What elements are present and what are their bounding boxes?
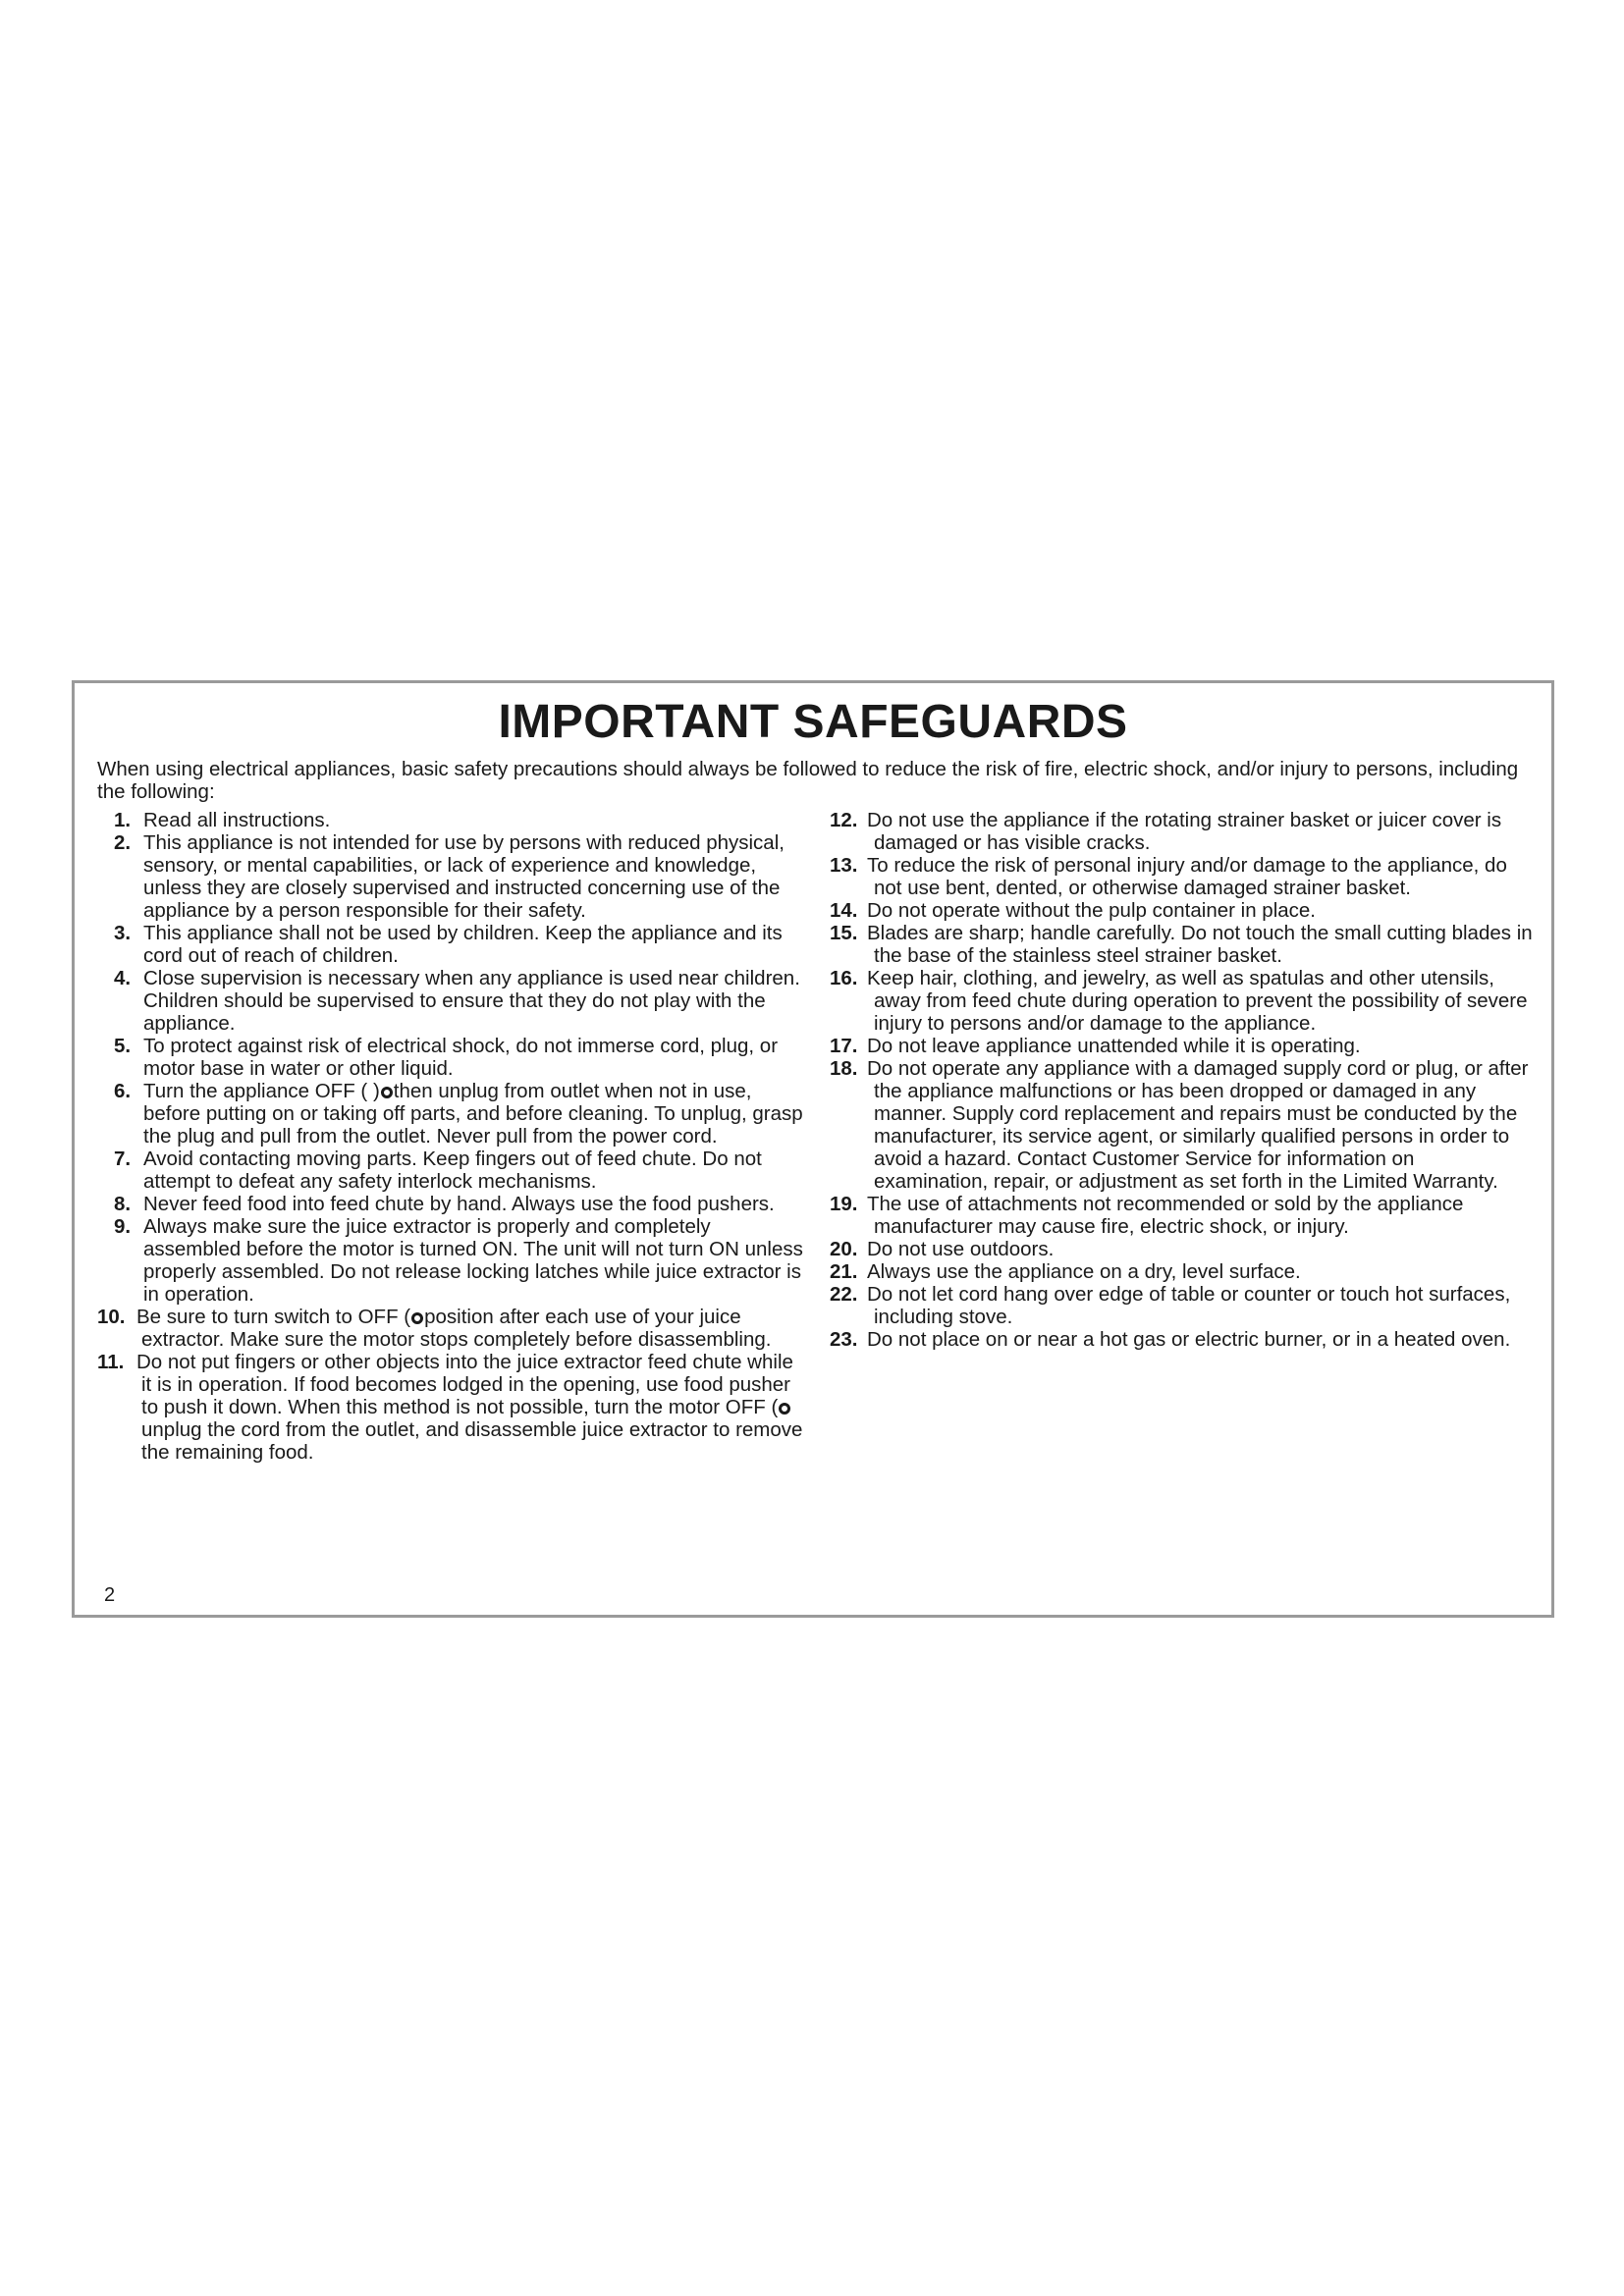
safeguard-item-20 [830, 1238, 1533, 1260]
safeguard-item-1 [97, 809, 806, 831]
power-off-icon [411, 1312, 423, 1324]
safeguard-item-11 [97, 1351, 806, 1464]
intro-paragraph: When using electrical appliances, basic safety precautions should always be followed to reduce the risk of fire, electric shock, and/or injury to persons, including the following: [97, 758, 1519, 803]
item-text: Blades are sharp; handle carefully. Do not touch the small cutting blades in the base of the stainless steel strainer basket. [867, 922, 1533, 967]
item-number: 2. [114, 831, 132, 854]
item-number: 1. [114, 809, 132, 831]
safeguard-item-7 [97, 1148, 806, 1193]
item-number: 11. [97, 1351, 125, 1373]
item-text: To protect against risk of electrical shock, do not immerse cord, plug, or motor base in water or other liquid. [143, 1035, 779, 1080]
item-number: 10. [97, 1306, 126, 1328]
item-number: 4. [114, 967, 132, 989]
safeguard-item-17 [830, 1035, 1533, 1057]
item-text: Always use the appliance on a dry, level surface. [867, 1260, 1301, 1283]
item-number: 20. [830, 1238, 858, 1260]
page-title: IMPORTANT SAFEGUARDS [498, 696, 1128, 748]
item-text: Avoid contacting moving parts. Keep fingers out of feed chute. Do not attempt to defeat any safety interlock mechanisms. [143, 1148, 762, 1193]
item-text: Keep hair, clothing, and jewelry, as well as spatulas and other utensils, away from feed chute during operation to prevent the possibility of severe injury to persons and/or damage to the appliance. [867, 967, 1528, 1035]
safeguard-item-5 [97, 1035, 806, 1080]
safeguard-item-15 [830, 922, 1533, 967]
safeguard-item-2 [97, 831, 806, 922]
item-text: To reduce the risk of personal injury and/or damage to the appliance, do not use bent, dented, or otherwise damaged strainer basket. [867, 854, 1507, 899]
item-text-after: then unplug from outlet when not in use, before putting on or taking off parts, and before cleaning. To unplug, grasp the plug and pull from the outlet. Never pull from the power cord. [143, 1080, 803, 1148]
item-text: The use of attachments not recommended or sold by the appliance manufacturer may cause fire, electric shock, or injury. [867, 1193, 1464, 1238]
item-number: 12. [830, 809, 858, 831]
item-text: Read all instructions. [143, 809, 331, 831]
safeguard-item-10 [97, 1306, 806, 1351]
item-number: 19. [830, 1193, 858, 1215]
safeguard-item-16 [830, 967, 1533, 1035]
item-number: 8. [114, 1193, 132, 1215]
item-text: Always make sure the juice extractor is properly and completely assembled before the motor is turned ON. The unit will not turn ON unless properly assembled. Do not release locking latches while juice extractor is in operation. [143, 1215, 803, 1306]
item-text: Close supervision is necessary when any appliance is used near children. Children should be supervised to ensure that they do not play with the appliance. [143, 967, 800, 1035]
item-number: 3. [114, 922, 132, 944]
item-text: Do not leave appliance unattended while it is operating. [867, 1035, 1361, 1057]
safeguard-item-19 [830, 1193, 1533, 1238]
safeguard-item-4 [97, 967, 806, 1035]
safeguards-list-left [97, 809, 806, 1464]
item-number: 6. [114, 1080, 132, 1102]
item-number: 15. [830, 922, 858, 944]
item-number: 18. [830, 1057, 858, 1080]
safeguard-item-3 [97, 922, 806, 967]
item-number: 9. [114, 1215, 132, 1238]
item-text-after: position after each use of your juice extractor. Make sure the motor stops completely before disassembling. [141, 1306, 772, 1351]
item-text: Do not operate without the pulp container in place. [867, 899, 1316, 922]
item-number: 14. [830, 899, 858, 922]
item-number: 13. [830, 854, 858, 877]
item-text-before: Be sure to turn switch to OFF ( [136, 1306, 411, 1328]
safeguards-list-right [830, 809, 1533, 1351]
safeguard-item-23 [830, 1328, 1533, 1351]
safeguard-item-13 [830, 854, 1533, 899]
safeguard-item-6 [97, 1080, 806, 1148]
item-number: 21. [830, 1260, 858, 1283]
item-text-before: Do not put fingers or other objects into the juice extractor feed chute while it is in operation. If food becomes lodged in the opening, use food pusher to push it down. When this method is not possible, turn the motor OFF ( [136, 1351, 793, 1418]
safeguard-item-12 [830, 809, 1533, 854]
item-text: This appliance is not intended for use by persons with reduced physical, sensory, or mental capabilities, or lack of experience and knowledge, unless they are closely supervised and instructed concerning use of the appliance by a person responsible for their safety. [143, 831, 785, 922]
safeguard-item-14 [830, 899, 1533, 922]
item-text: This appliance shall not be used by children. Keep the appliance and its cord out of reach of children. [143, 922, 783, 967]
item-text: Do not place on or near a hot gas or electric burner, or in a heated oven. [867, 1328, 1511, 1351]
item-number: 17. [830, 1035, 858, 1057]
item-number: 23. [830, 1328, 858, 1351]
page-number: 2 [104, 1584, 116, 1606]
safeguard-item-22 [830, 1283, 1533, 1328]
safeguard-item-18 [830, 1057, 1533, 1193]
item-number: 22. [830, 1283, 858, 1306]
item-text: Do not let cord hang over edge of table or counter or touch hot surfaces, including stove. [867, 1283, 1511, 1328]
item-text: Never feed food into feed chute by hand. Always use the food pushers. [143, 1193, 775, 1215]
safeguard-item-21 [830, 1260, 1533, 1283]
item-number: 16. [830, 967, 858, 989]
item-number: 7. [114, 1148, 132, 1170]
item-text-after: unplug the cord from the outlet, and disassemble juice extractor to remove the remaining food. [141, 1418, 803, 1464]
safeguard-item-9 [97, 1215, 806, 1306]
item-text: Do not operate any appliance with a damaged supply cord or plug, or after the appliance malfunctions or has been dropped or damaged in any manner. Supply cord replacement and repairs must be conducted by the manufacturer, its service agent, or similarly qualified persons in order to avoid a hazard. Contact Customer Service for information on examination, repair, or adjustment as set forth in the Limited Warranty. [867, 1057, 1529, 1193]
safeguard-item-8 [97, 1193, 806, 1215]
safeguards-panel [72, 680, 1554, 1618]
power-off-icon [779, 1403, 790, 1415]
item-text-before: Turn the appliance OFF ( ) [143, 1080, 380, 1102]
power-off-icon [381, 1087, 393, 1098]
item-text: Do not use outdoors. [867, 1238, 1055, 1260]
item-text: Do not use the appliance if the rotating strainer basket or juicer cover is damaged or has visible cracks. [867, 809, 1502, 854]
item-number: 5. [114, 1035, 132, 1057]
